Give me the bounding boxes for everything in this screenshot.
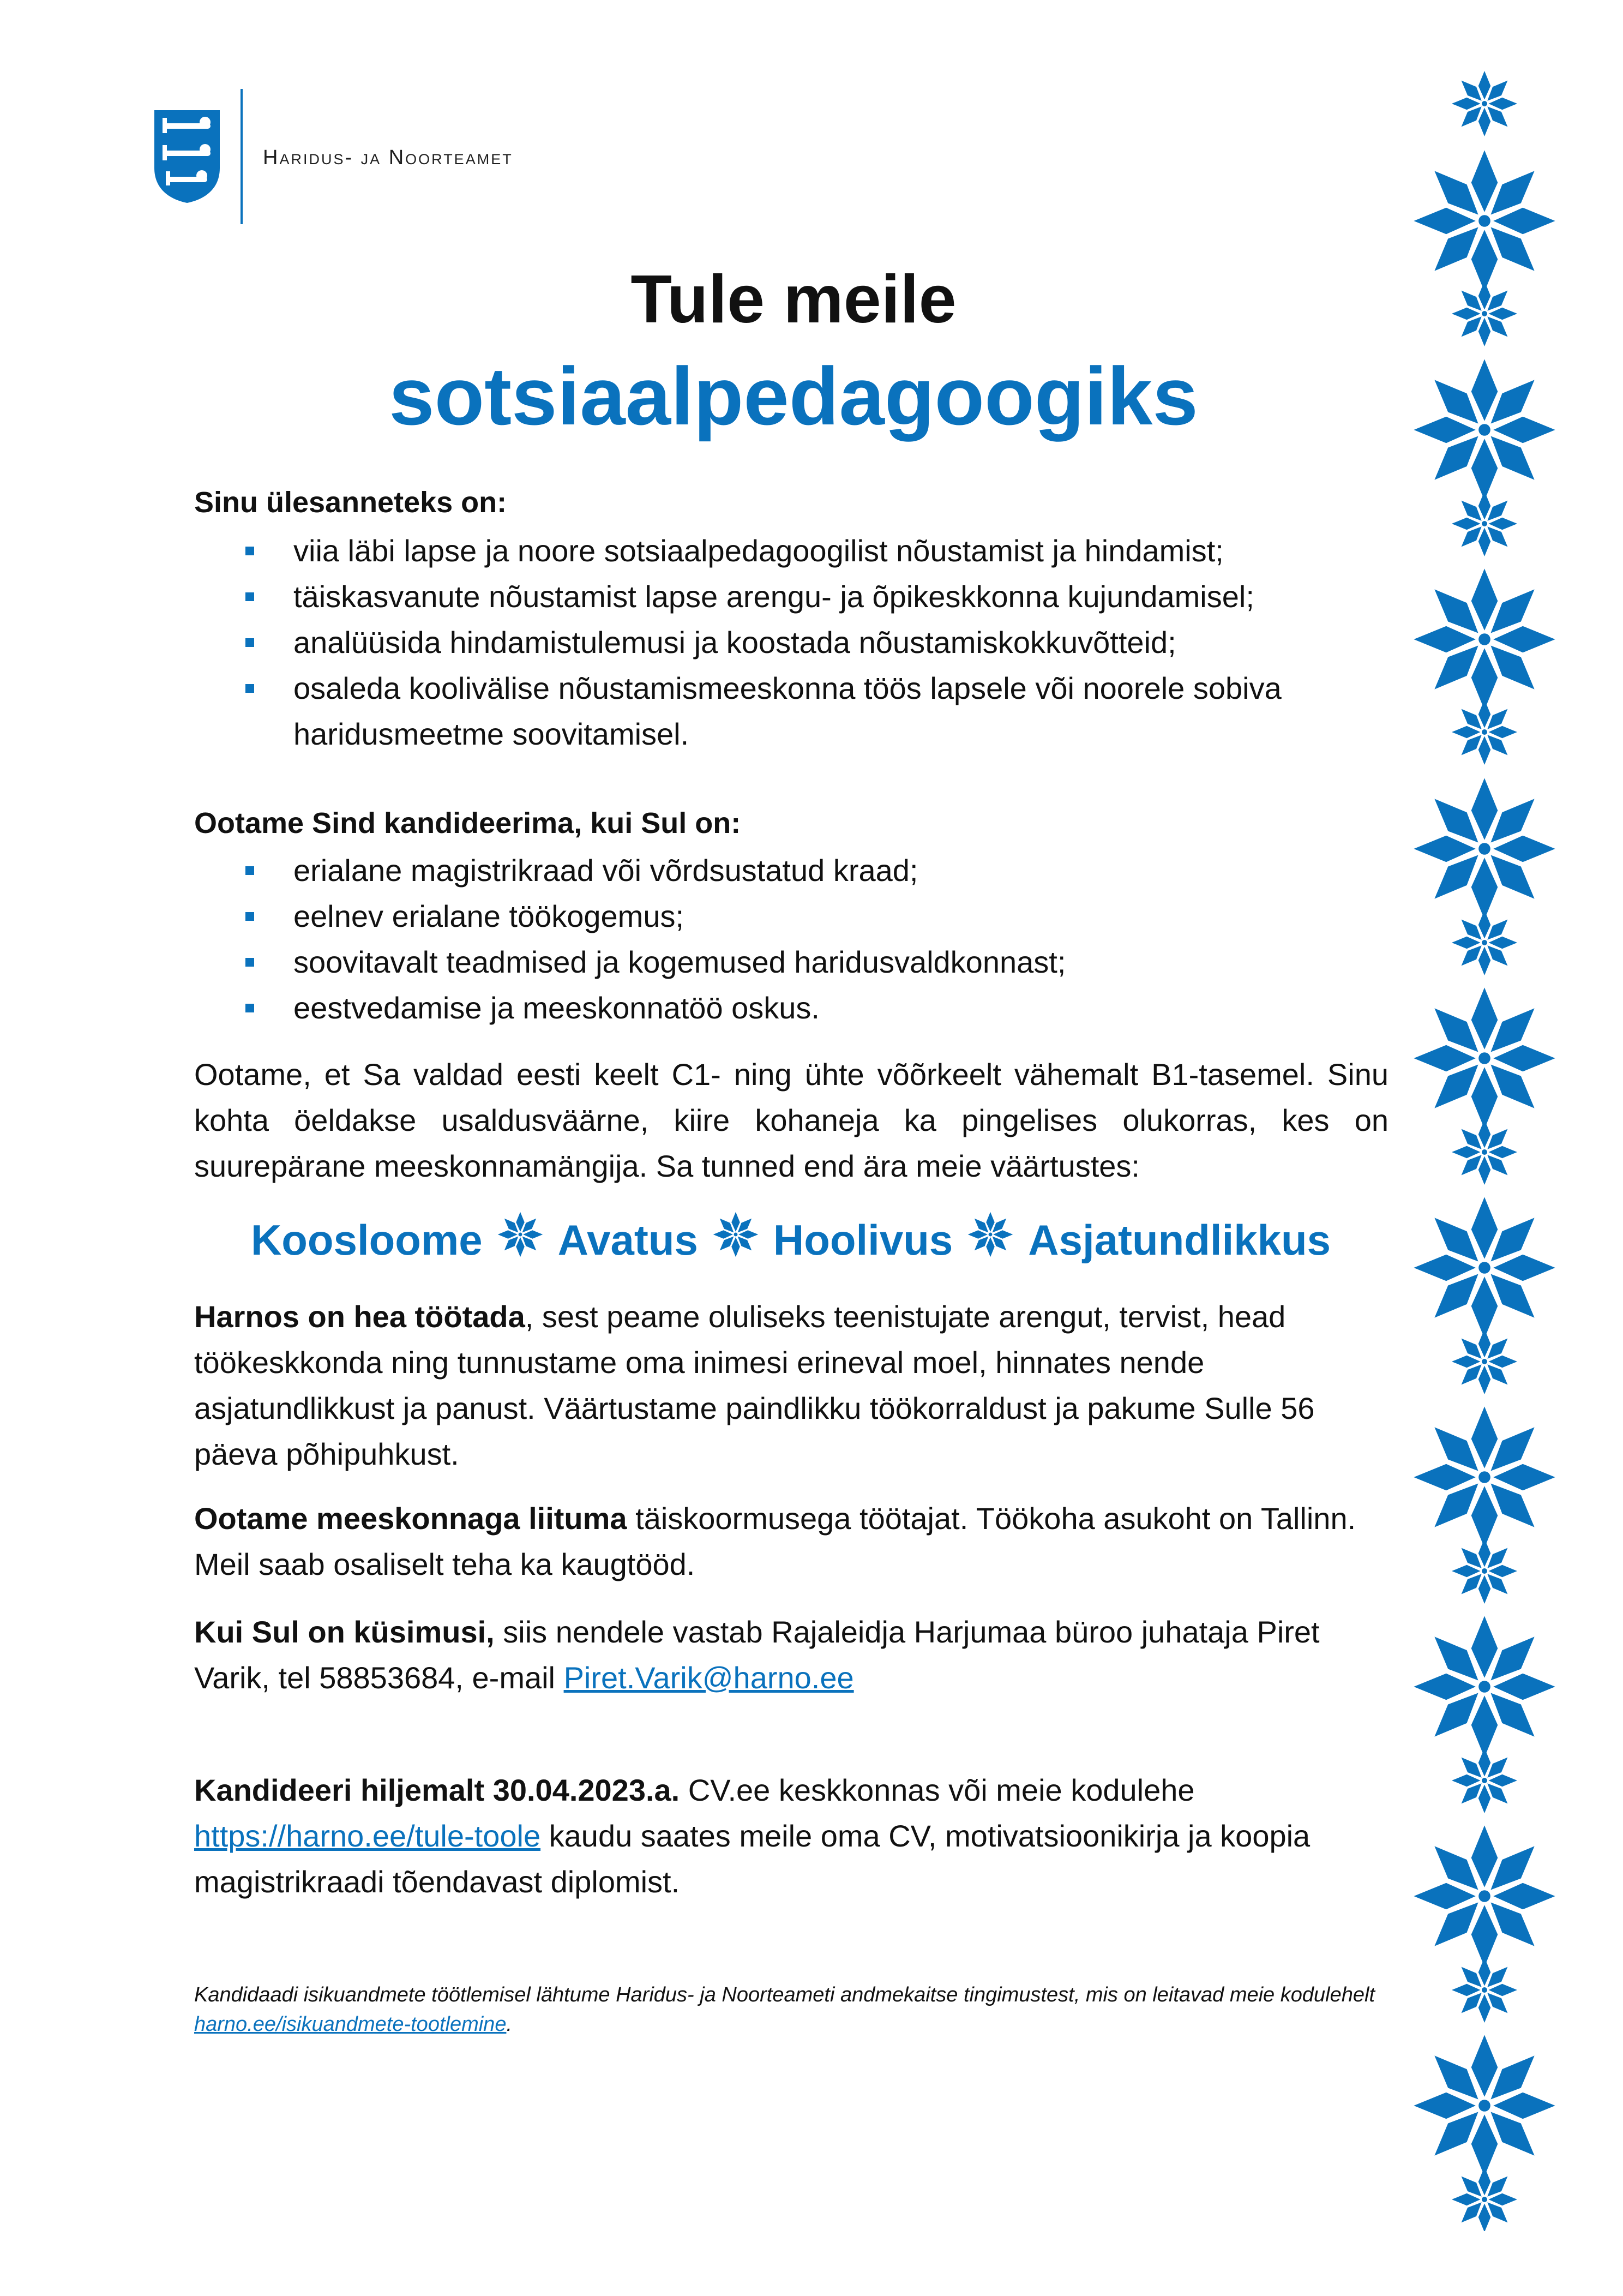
apply-text-1: CV.ee keskkonnas või meie kodulehe bbox=[680, 1773, 1195, 1807]
value-hoolivus: Hoolivus bbox=[773, 1216, 953, 1264]
team-paragraph bbox=[194, 1496, 1388, 1587]
harno-paragraph bbox=[194, 1294, 1388, 1477]
snowflake-icon bbox=[712, 1211, 759, 1258]
list-item: osaleda koolivälise nõustamismeeskonna töös lapsele või noorele sobiva haridusmeetme soovitamisel. bbox=[194, 666, 1388, 757]
team-text: täiskoormusega töötajat. Töökoha asukoht on Tallinn. Meil saab osaliselt teha ka kaugtööd. bbox=[194, 1501, 1356, 1581]
team-bold: Ootame meeskonnaga liituma bbox=[194, 1501, 627, 1536]
requirements-list bbox=[194, 848, 1388, 1031]
list-item: soovitavalt teadmised ja kogemused haridusvaldkonnast; bbox=[194, 939, 1388, 985]
contact-text: siis nendele vastab Rajaleidja Harjumaa büroo juhataja Piret Varik, tel 58853684, e-mail bbox=[194, 1615, 1320, 1695]
value-koosloome: Koosloome bbox=[250, 1216, 483, 1264]
snowflake-icon bbox=[967, 1211, 1014, 1258]
coat-of-arms-icon bbox=[152, 108, 223, 204]
list-item: täiskasvanute nõustamist lapse arengu- ja õpikeskkonna kujundamisel; bbox=[194, 574, 1388, 620]
values-row bbox=[0, 1211, 1582, 1265]
snowflake-icon bbox=[497, 1211, 544, 1258]
list-item: erialane magistrikraad või võrdsustatud kraad; bbox=[194, 848, 1388, 894]
list-item: eelnev erialane töökogemus; bbox=[194, 894, 1388, 939]
ornament-stars bbox=[1414, 71, 1555, 2231]
apply-text-2: kaudu saates meile oma CV, motivatsioonikirja ja koopia magistrikraadi tõendavast diplomist. bbox=[194, 1819, 1311, 1899]
title-line-2: sotsiaalpedagoogiks bbox=[389, 350, 1198, 442]
harno-text: , sest peame oluliseks teenistujate arengut, tervist, head töökeskkonda ning tunnustame oma inimesi erineval moel, hinnates nende asjatundlikkust ja panust. Väärtustame paindlikku töökorraldust ja pakume Sulle 56 päeva põhipuhkust. bbox=[194, 1299, 1315, 1471]
org-name: Haridus- ja Noorteamet bbox=[263, 146, 513, 169]
snowflake-ornament-column bbox=[1410, 60, 1559, 2231]
harno-bold: Harnos on hea töötada bbox=[194, 1299, 525, 1334]
tasks-list bbox=[194, 528, 1388, 757]
privacy-link[interactable]: harno.ee/isikuandmete-tootlemine bbox=[194, 2013, 507, 2036]
privacy-footnote bbox=[194, 1980, 1388, 2039]
languages-paragraph: Ootame, et Sa valdad eesti keelt C1- ning ühte võõrkeelt vähemalt B1-tasemel. Sinu kohta öeldakse usaldusväärne, kiire kohaneja ka pingelises olukorras, kes on suurepärane meeskonnamängija. Sa tunned end ära meie väärtustes: bbox=[194, 1057, 1388, 1183]
tasks-heading: Sinu ülesanneteks on: bbox=[194, 486, 507, 519]
careers-link[interactable]: https://harno.ee/tule-toole bbox=[194, 1819, 541, 1853]
footnote-text: Kandidaadi isikuandmete töötlemisel lähtume Haridus- ja Noorteameti andmekaitse tingimustest, mis on leitavad meie kodulehelt bbox=[194, 1983, 1375, 2006]
logo-divider bbox=[241, 89, 243, 224]
list-item: viia läbi lapse ja noore sotsiaalpedagoogilist nõustamist ja hindamist; bbox=[194, 528, 1388, 574]
contact-bold: Kui Sul on küsimusi, bbox=[194, 1615, 495, 1649]
footnote-end: . bbox=[506, 2013, 513, 2036]
value-avatus: Avatus bbox=[557, 1216, 698, 1264]
apply-bold: Kandideeri hiljemalt 30.04.2023.a. bbox=[194, 1773, 680, 1807]
contact-email-link[interactable]: Piret.Varik@harno.ee bbox=[563, 1660, 854, 1695]
list-item: eestvedamise ja meeskonnatöö oskus. bbox=[194, 985, 1388, 1031]
contact-paragraph bbox=[194, 1609, 1388, 1701]
title-line-1: Tule meile bbox=[630, 262, 957, 337]
requirements-heading: Ootame Sind kandideerima, kui Sul on: bbox=[194, 807, 741, 840]
value-asjatundlikkus: Asjatundlikkus bbox=[1028, 1216, 1331, 1264]
list-item: analüüsida hindamistulemusi ja koostada nõustamiskokkuvõtteid; bbox=[194, 620, 1388, 666]
apply-paragraph bbox=[194, 1767, 1388, 1905]
